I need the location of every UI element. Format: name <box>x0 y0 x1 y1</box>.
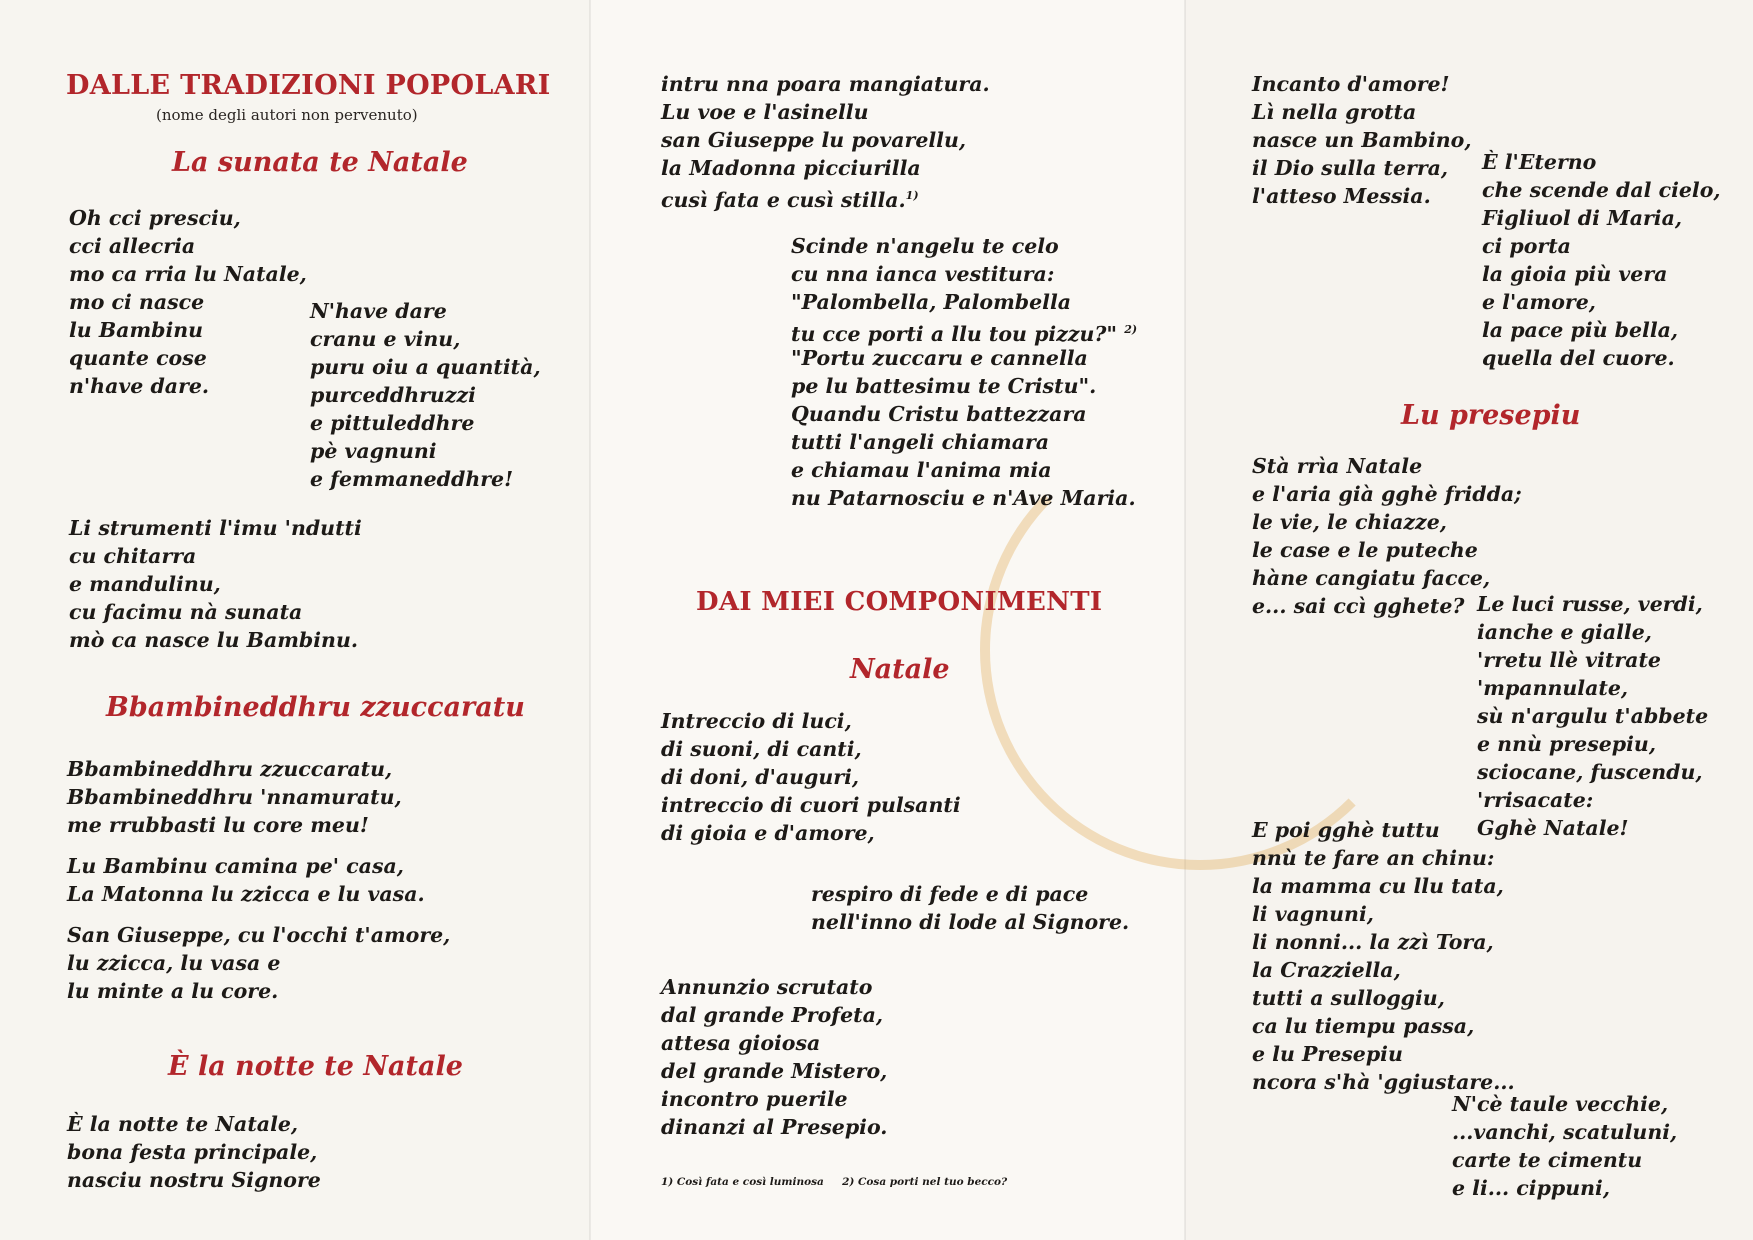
section-heading-compositions: DAI MIEI COMPONIMENTI <box>696 587 1103 617</box>
footnote-ref-1: 1) <box>905 189 919 202</box>
poem-notte-lines: È la notte te Natale, bona festa principale, nasciu nostru Signore <box>67 1112 321 1192</box>
poem-title-sunata: La sunata te Natale <box>172 147 468 178</box>
poem-angelu-stanza: Scinde n'angelu te celo cu nna ianca vestitura: "Palombella, Palombella tu cce porti a llu tou pizzu?" $^{2)}$ "Portu zuccaru e cannella pe lu battesimu te Cristu". Quandu Cristu battezzara tutti l'angeli chiamara e chiamau l'anima mia nu Patarnosciu e n'Ave Maria. <box>791 234 1138 510</box>
poem-incanto-right: È l'Eterno che scende dal cielo, Figliuol di Maria, ci porta la gioia più vera e l'amore, la pace più bella, quella del cuore. <box>1482 150 1721 370</box>
poem-presepiu-s1: Stà rrìa Natale e l'aria già gghè fridda; le vie, le chiazze, le case e le puteche hàne cangiatu facce, e... sai ccì gghete? <box>1252 454 1522 618</box>
poem-presepiu-s4: N'cè taule vecchie, ...vanchi, scatuluni, carte te cimentu e li... cippuni, <box>1452 1092 1678 1200</box>
poem-title-natale: Natale <box>850 654 950 685</box>
poem-natale-s3: Annunzio scrutato dal grande Profeta, attesa gioiosa del grande Mistero, incontro puerile dinanzi al Presepio. <box>661 975 888 1139</box>
poem-title-notte: È la notte te Natale <box>168 1051 463 1082</box>
poem-incanto-left: Incanto d'amore! Lì nella grotta nasce un Bambino, il Dio sulla terra, l'atteso Messia. <box>1252 72 1472 208</box>
poem-sunata-right: N'have dare cranu e vinu, puru oiu a quantità, purceddhruzzi e pittuleddhre pè vagnuni e femmaneddhre! <box>310 299 541 491</box>
poem-title-bbambineddhru: Bbambineddhru zzuccaratu <box>106 692 525 723</box>
poem-sunata-stanza2: Li strumenti l'imu 'ndutti cu chitarra e mandulinu, cu facimu nà sunata mò ca nasce lu Bambinu. <box>69 516 362 652</box>
poem-presepiu-s3: E poi gghè tuttu nnù te fare an chinu: la mamma cu llu tata, li vagnuni, li nonni... la zzì Tora, la Crazziella, tutti a sulloggiu, ca lu tiempu passa, e lu Presepiu ncora s'hà 'ggiustare... <box>1252 818 1515 1094</box>
poem-continuation-top: intru nna poara mangiatura. Lu voe e l'asinellu san Giuseppe lu povarellu, la Madonna picciurilla cusì fata e cusì stilla.$^{1)}$ <box>661 72 990 212</box>
footnotes: 1) Così fata e così luminosa 2) Cosa porti nel tuo becco? <box>661 1176 1008 1188</box>
section-heading-traditions: DALLE TRADIZIONI POPOLARI <box>66 70 551 101</box>
poem-sunata-left: Oh cci presciu, cci allecria mo ca rria lu Natale, mo ci nasce lu Bambinu quante cose n'have dare. <box>69 206 307 398</box>
fold-line <box>589 0 591 1240</box>
poem-natale-s1: Intreccio di luci, di suoni, di canti, di doni, d'auguri, intreccio di cuori pulsanti di gioia e d'amore, <box>661 709 961 845</box>
poem-bbambineddhru-s1: Bbambineddhru zzuccaratu, Bbambineddhru 'nnamuratu, me rrubbasti lu core meu! <box>67 757 402 837</box>
section-subheading: (nome degli autori non pervenuto) <box>156 106 418 124</box>
poem-presepiu-s2: Le luci russe, verdi, ianche e gialle, 'rretu llè vitrate 'mpannulate, sù n'argulu t'abbete e nnù presepiu, sciocane, fuscendu, 'rrisacate: Gghè Natale! <box>1477 592 1709 840</box>
poem-bbambineddhru-s3: San Giuseppe, cu l'occhi t'amore, lu zzicca, lu vasa e lu minte a lu core. <box>67 923 451 1003</box>
footnote-ref-2: 2) <box>1124 323 1138 336</box>
poem-natale-s2: respiro di fede e di pace nell'inno di lode al Signore. <box>811 882 1130 934</box>
poem-title-presepiu: Lu presepiu <box>1401 400 1581 431</box>
poem-bbambineddhru-s2: Lu Bambinu camina pe' casa, La Matonna lu zzicca e lu vasa. <box>67 854 425 906</box>
